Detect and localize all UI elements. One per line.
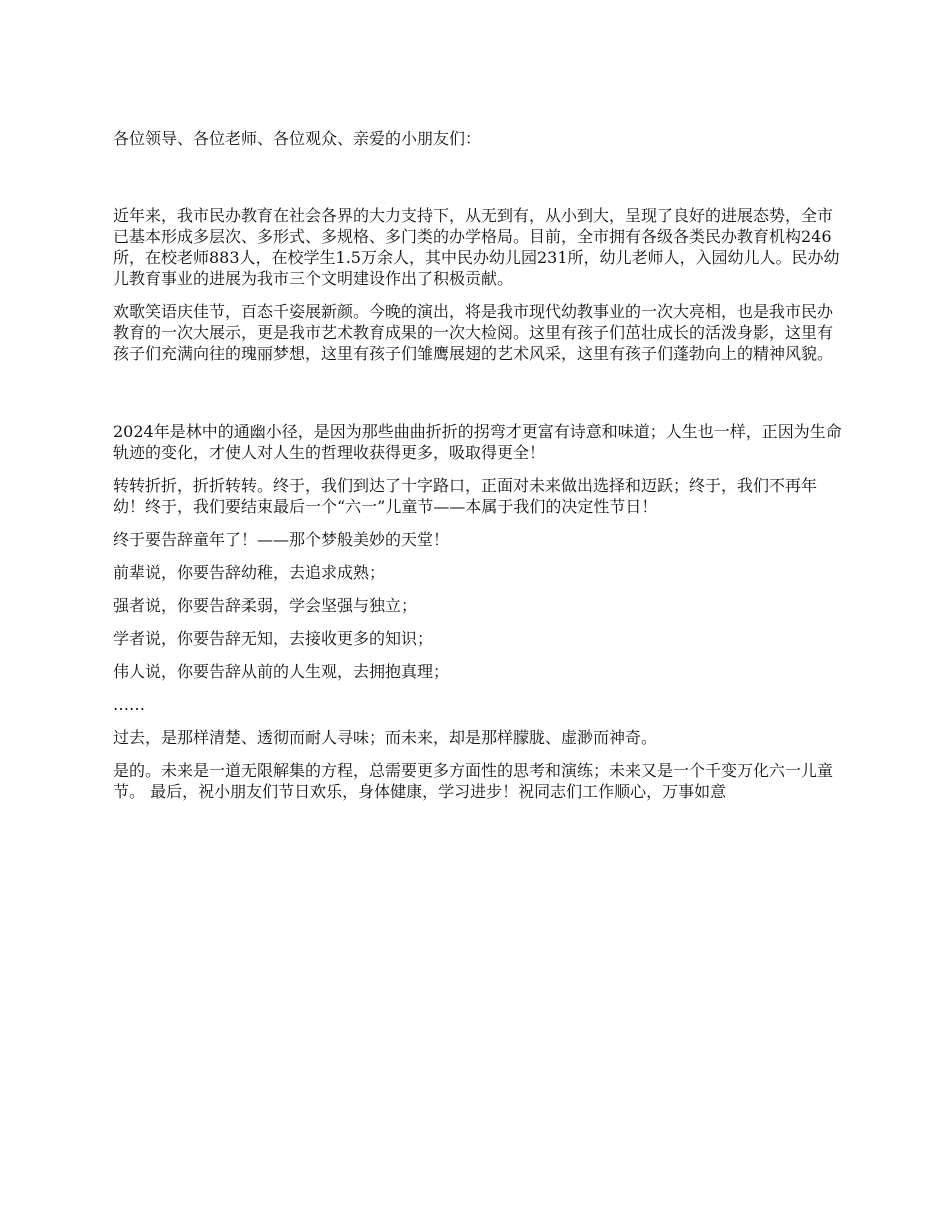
elders-saying-paragraph: 前辈说，你要告辞幼稚，去追求成熟； (113, 563, 386, 582)
greeting-paragraph: 各位领导、各位老师、各位观众、亲爱的小朋友们： (113, 129, 482, 148)
education-development-paragraph: 近年来，我市民办教育在社会各界的大力支持下，从无到有，从小到大，呈现了良好的进展态势，全市已基本形成多层次、多形式、多规格、多门类的办学格局。目前，全市拥有各级各类民办教育机构246所，在校老师883人，在校学生1.5万余人，其中民办幼儿园231所，幼儿老师人，入园幼儿人。民办幼儿教育事业的进展为我市三个文明建设作出了积极贡献。 (113, 206, 840, 288)
strong-saying-paragraph: 强者说，你要告辞柔弱，学会坚强与独立； (113, 596, 418, 615)
past-future-paragraph: 过去，是那样清楚、透彻而耐人寻味；而未来，却是那样朦胧、虚渺而神奇。 (113, 728, 658, 747)
life-path-paragraph: 2024年是林中的通幽小径，是因为那些曲曲折折的拐弯才更富有诗意和味道；人生也一样，正因为生命轨迹的变化，才使人对人生的哲理收获得更多，吸取得更全！ (113, 422, 842, 462)
crossroads-paragraph: 转转折折，折折转转。终于，我们到达了十字路口，正面对未来做出选择和迈跃；终于，我们不再年幼！终于，我们要结束最后一个“六一”儿童节——本属于我们的决定性节日！ (113, 476, 818, 516)
closing-paragraph: 是的。未来是一道无限解集的方程，总需要更多方面性的思考和演练；未来又是一个千变万化六一儿童节。 最后，祝小朋友们节日欢乐，身体健康，学习进步！祝同志们工作顺心，万事如意 (113, 761, 834, 801)
performance-paragraph: 欢歌笑语庆佳节，百态千姿展新颜。今晚的演出，将是我市现代幼教事业的一次大亮相，也是我市民办教育的一次大展示，更是我市艺术教育成果的一次大检阅。这里有孩子们茁壮成长的活泼身影，这里有孩子们充满向往的瑰丽梦想，这里有孩子们雏鹰展翅的艺术风采，这里有孩子们蓬勃向上的精神风貌。 (113, 302, 834, 363)
great-man-saying-paragraph: 伟人说，你要告辞从前的人生观，去拥抱真理； (113, 662, 450, 681)
farewell-childhood-paragraph: 终于要告辞童年了！——那个梦般美妙的天堂！ (113, 530, 450, 549)
ellipsis-paragraph: …… (113, 695, 145, 714)
scholar-saying-paragraph: 学者说，你要告辞无知，去接收更多的知识； (113, 629, 434, 648)
document-body (113, 128, 843, 814)
